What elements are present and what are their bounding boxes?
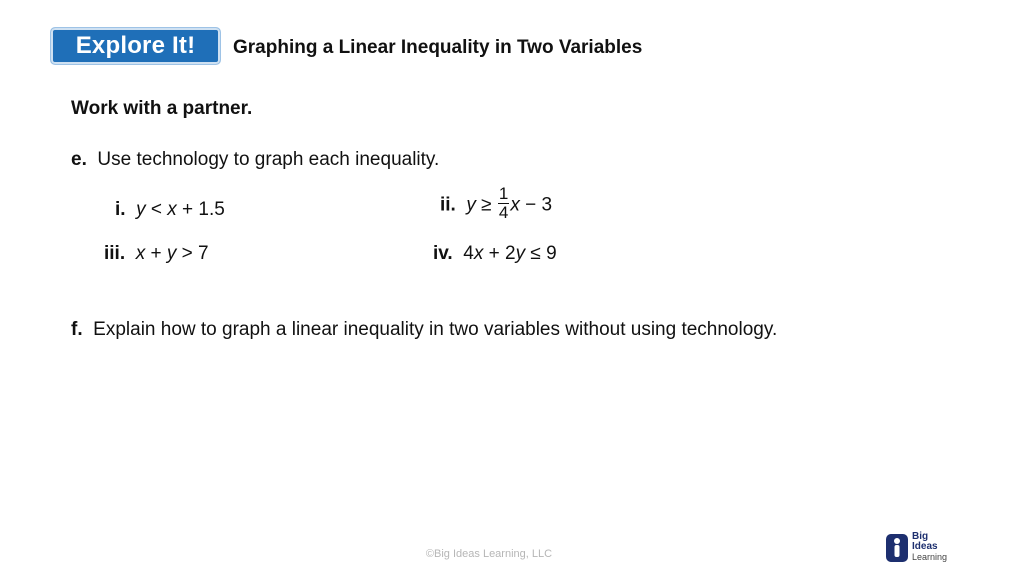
item-number: iii. — [104, 243, 126, 264]
item-number: iv. — [433, 243, 453, 264]
var-y: y — [166, 243, 177, 264]
part-e-letter: e. — [71, 149, 87, 170]
logo-wordmark — [912, 532, 947, 562]
logo-line-2: Ideas — [912, 541, 938, 552]
inequality-iv — [433, 243, 557, 265]
expr-pre: 4 — [463, 243, 474, 264]
expr-rest: > 7 — [176, 243, 209, 264]
inequality-iii — [104, 243, 209, 265]
expr-mid: + 2 — [483, 243, 516, 264]
badge-label: Explore It! — [75, 32, 196, 59]
part-f — [71, 319, 777, 341]
expr-rest: + 1.5 — [176, 199, 225, 220]
part-f-text: Explain how to graph a linear inequality in two variables without using technology. — [93, 319, 778, 340]
inequality-i — [115, 199, 225, 221]
page-title: Graphing a Linear Inequality in Two Variables — [233, 37, 643, 58]
relation: < — [145, 199, 168, 220]
var-x: x — [167, 199, 177, 220]
var-y: y — [466, 194, 476, 216]
fraction — [498, 185, 509, 222]
inequality-ii — [440, 184, 553, 224]
expr-rest: ≤ 9 — [525, 243, 557, 264]
var-x: x — [473, 243, 484, 264]
item-number: ii. — [440, 194, 456, 216]
logo-line-1: Big — [912, 531, 929, 542]
part-f-letter: f. — [71, 319, 83, 340]
copyright-footer: ©Big Ideas Learning, LLC — [425, 548, 553, 560]
var-x: x — [510, 194, 520, 216]
logo-line-3: Learning — [912, 552, 948, 562]
expr-mid: + — [145, 243, 167, 264]
var-y: y — [136, 199, 146, 220]
var-x: x — [135, 243, 146, 264]
explore-it-badge — [51, 28, 220, 64]
var-y: y — [515, 243, 526, 264]
fraction-numerator: 1 — [498, 184, 509, 203]
instruction-text: Work with a partner. — [71, 98, 253, 119]
part-e — [71, 149, 439, 171]
fraction-denominator: 4 — [498, 203, 509, 222]
expr-rest: − 3 — [519, 194, 553, 216]
part-e-text: Use technology to graph each inequality. — [97, 149, 440, 170]
relation: ≥ — [475, 194, 497, 216]
item-number: i. — [115, 199, 126, 220]
